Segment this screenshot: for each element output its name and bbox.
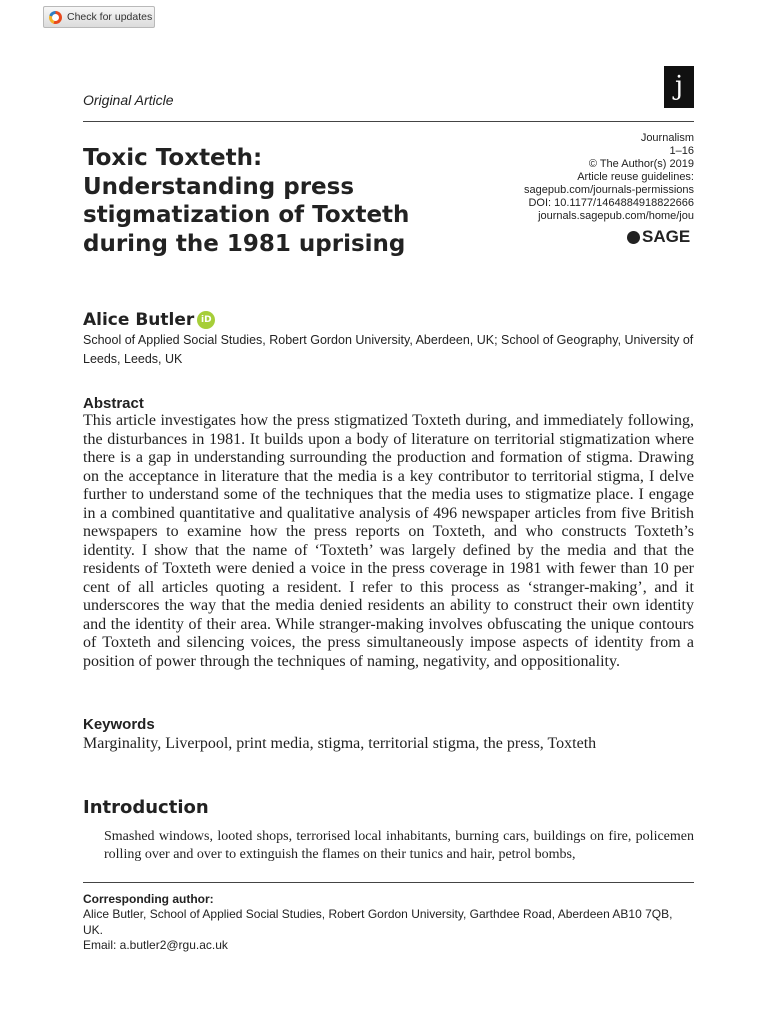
check-for-updates-label: Check for updates — [67, 11, 153, 23]
affiliation: School of Applied Social Studies, Robert Gordon University, Aberdeen, UK; School of Geography, University of Leeds, Leeds, UK — [83, 333, 694, 366]
publisher-name: SAGE — [642, 227, 691, 246]
sage-circle-icon — [627, 231, 640, 244]
check-for-updates-button[interactable] — [43, 6, 155, 28]
corresponding-details — [83, 907, 694, 954]
journal-meta — [524, 132, 694, 223]
permissions-link[interactable]: sagepub.com/journals-permissions — [524, 184, 694, 196]
orcid-icon[interactable]: iD — [197, 311, 215, 329]
corresponding-heading: Corresponding author: — [83, 892, 214, 906]
footnote-divider — [83, 882, 694, 883]
sage-logo — [627, 227, 690, 247]
journal-logo: j — [664, 66, 694, 108]
page-range: 1–16 — [669, 145, 694, 157]
journal-home-link[interactable]: journals.sagepub.com/home/jou — [538, 210, 694, 222]
journal-name: Journalism — [640, 132, 694, 144]
doi[interactable]: DOI: 10.1177/1464884918822666 — [528, 197, 694, 209]
abstract-text: This article investigates how the press stigmatized Toxteth during, and immediately following, the disturbances in 1981. It builds upon a body of literature on territorial stigmatization where there is a gap in understanding surrounding the production and formation of stigma. Drawing on the acceptance in literature that the media is a key contributor to territorial stigma, I delve further to understand some of the techniques that the media uses to stigmatize place. I engage in a combined quantitative and qualitative analysis of 496 newspaper articles from five British newspapers to examine how the press reports on Toxteth, and who constructs Toxteth’s identity. I show that the name of ‘Toxteth’ was largely defined by the media and that the residents of Toxteth were denied a voice in the press coverage in 1981 with fewer than 10 per cent of all articles quoting a resident. I refer to this process as ‘stranger-making’, and it underscores the way that the media denied residents an ability to construct their own identity and the identity of their area. While stranger-making involves obfuscating the unique contours of Toxteth and silencing voices, the press simultaneously impose aspects of identity from a position of power through the techniques of naming, negativity, and oppositionality. — [83, 412, 694, 670]
author-name: Alice Butler — [83, 310, 195, 330]
abstract-heading: Abstract — [83, 395, 144, 412]
corresponding-email[interactable]: Email: a.butler2@rgu.ac.uk — [83, 938, 228, 952]
introduction-quote: Smashed windows, looted shops, terrorised local inhabitants, burning cars, buildings on fire, policemen rolling over and over to extinguish the flames on their tunics and hair, petrol bombs, — [104, 829, 694, 862]
article-title: Toxic Toxteth: Understanding press stigmatization of Toxteth during the 1981 uprising — [83, 145, 410, 257]
introduction-heading: Introduction — [83, 797, 209, 818]
article-type: Original Article — [83, 92, 174, 108]
keywords-text: Marginality, Liverpool, print media, stigma, territorial stigma, the press, Toxteth — [83, 735, 597, 752]
author — [83, 310, 215, 330]
corresponding-address: Alice Butler, School of Applied Social Studies, Robert Gordon University, Garthdee Road, Aberdeen AB10 7QB, UK. — [83, 907, 673, 937]
keywords-heading: Keywords — [83, 716, 155, 733]
reuse-guidelines: Article reuse guidelines: — [577, 171, 694, 183]
header-divider — [83, 121, 694, 122]
crossmark-icon — [49, 11, 62, 24]
copyright: © The Author(s) 2019 — [588, 158, 694, 170]
